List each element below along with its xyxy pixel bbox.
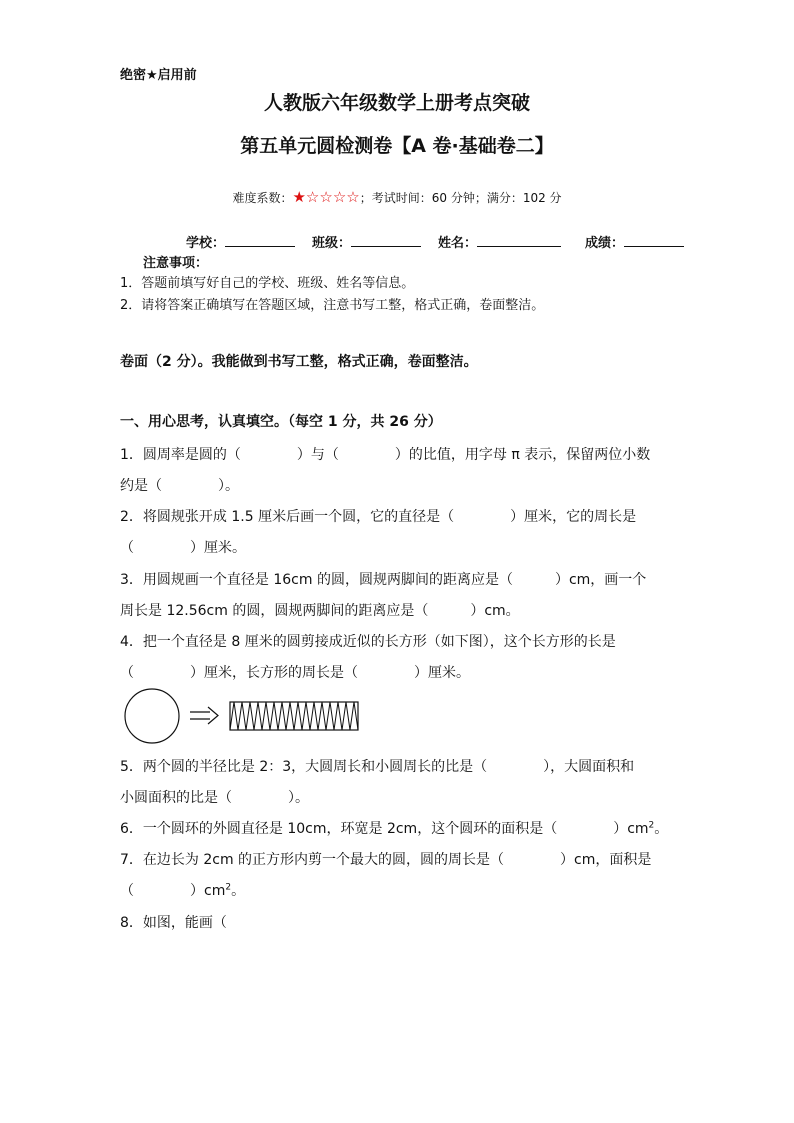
question-line: 8．如图，能画（ bbox=[120, 915, 227, 931]
question-line: 周长是 12.56cm 的圆，圆规两脚间的距离应是（ ）cm。 bbox=[120, 603, 520, 619]
question-line: 4．把一个直径是 8 厘米的圆剪接成近似的长方形（如下图），这个长方形的长是 bbox=[120, 634, 616, 650]
doc-subtitle: 第五单元圆检测卷【A 卷·基础卷二】 bbox=[240, 135, 554, 157]
question-line: 1．圆周率是圆的（ ）与（ ）的比值，用字母 π 表示，保留两位小数 bbox=[120, 447, 651, 463]
question-line: 小圆面积的比是（ ）。 bbox=[120, 790, 309, 806]
name-label: 姓名： bbox=[438, 236, 478, 251]
notes-heading: 注意事项： bbox=[143, 256, 209, 271]
exam-time-score: ；考试时间：60 分钟；满分：102 分 bbox=[359, 191, 562, 205]
score-label: 成绩： bbox=[585, 236, 625, 251]
question-line: （ ）$cm^2$。 bbox=[120, 882, 246, 899]
superscript: 2 bbox=[648, 820, 655, 831]
school-field[interactable] bbox=[186, 232, 295, 251]
class-blank[interactable] bbox=[351, 234, 421, 247]
question-line: 7．在边长为 2cm 的正方形内剪一个最大的圆，圆的周长是（ ）cm，面积是 bbox=[120, 852, 652, 868]
neatness-line: 卷面（2 分）。我能做到书写工整，格式正确，卷面整洁。 bbox=[120, 354, 478, 370]
school-blank[interactable] bbox=[225, 234, 295, 247]
difficulty-stars bbox=[292, 188, 360, 206]
star-empty-icon: ☆ bbox=[319, 188, 333, 206]
question-text: 6．一个圆环的外圆直径是 10cm，环宽是 2cm，这个圆环的面积是（ ）cm bbox=[120, 821, 649, 837]
question-line: 2．将圆规张开成 1.5 厘米后画一个圆，它的直径是（ ）厘米，它的周长是 bbox=[120, 509, 637, 525]
school-label: 学校： bbox=[186, 236, 226, 251]
sector-rectangle-shape bbox=[230, 702, 358, 730]
question-line: 约是（ ）。 bbox=[120, 478, 239, 494]
question-line: 3．用圆规画一个直径是 16cm 的圆，圆规两脚间的距离应是（ ）cm，画一个 bbox=[120, 572, 647, 588]
class-label: 班级： bbox=[312, 236, 352, 251]
class-field[interactable] bbox=[312, 232, 421, 251]
score-field[interactable] bbox=[585, 232, 684, 251]
circle-to-rectangle-figure bbox=[122, 688, 362, 744]
star-empty-icon: ☆ bbox=[332, 188, 347, 206]
circle-shape bbox=[125, 689, 179, 743]
doc-title: 人教版六年级数学上册考点突破 bbox=[263, 92, 530, 114]
superscript: 2 bbox=[225, 882, 232, 893]
arrow-icon bbox=[190, 707, 218, 724]
secret-label: 绝密★启用前 bbox=[120, 68, 197, 83]
question-line: （ ）厘米。 bbox=[120, 540, 246, 556]
star-filled-icon: ★ bbox=[292, 188, 306, 206]
question-line: 6．一个圆环的外圆直径是 10cm，环宽是 2cm，这个圆环的面积是（ ）$cm^2$。 bbox=[120, 820, 669, 837]
name-blank[interactable] bbox=[477, 234, 561, 247]
score-blank[interactable] bbox=[624, 234, 684, 247]
section1-heading: 一、用心思考，认真填空。（每空 1 分，共 26 分） bbox=[120, 414, 442, 430]
note-item: 1．答题前填写好自己的学校、班级、姓名等信息。 bbox=[120, 276, 415, 291]
question-line: 5．两个圆的半径比是 2：3，大圆周长和小圆周长的比是（ ），大圆面积和 bbox=[120, 759, 635, 775]
name-field[interactable] bbox=[438, 232, 561, 251]
difficulty-label: 难度系数： bbox=[232, 191, 293, 205]
note-item: 2．请将答案正确填写在答题区域，注意书写工整，格式正确，卷面整洁。 bbox=[120, 298, 545, 313]
star-empty-icon: ☆ bbox=[346, 188, 360, 206]
question-text: （ ）cm bbox=[120, 883, 226, 899]
star-empty-icon: ☆ bbox=[305, 188, 320, 206]
question-line: （ ）厘米，长方形的周长是（ ）厘米。 bbox=[120, 665, 470, 681]
exam-meta bbox=[0, 188, 794, 206]
